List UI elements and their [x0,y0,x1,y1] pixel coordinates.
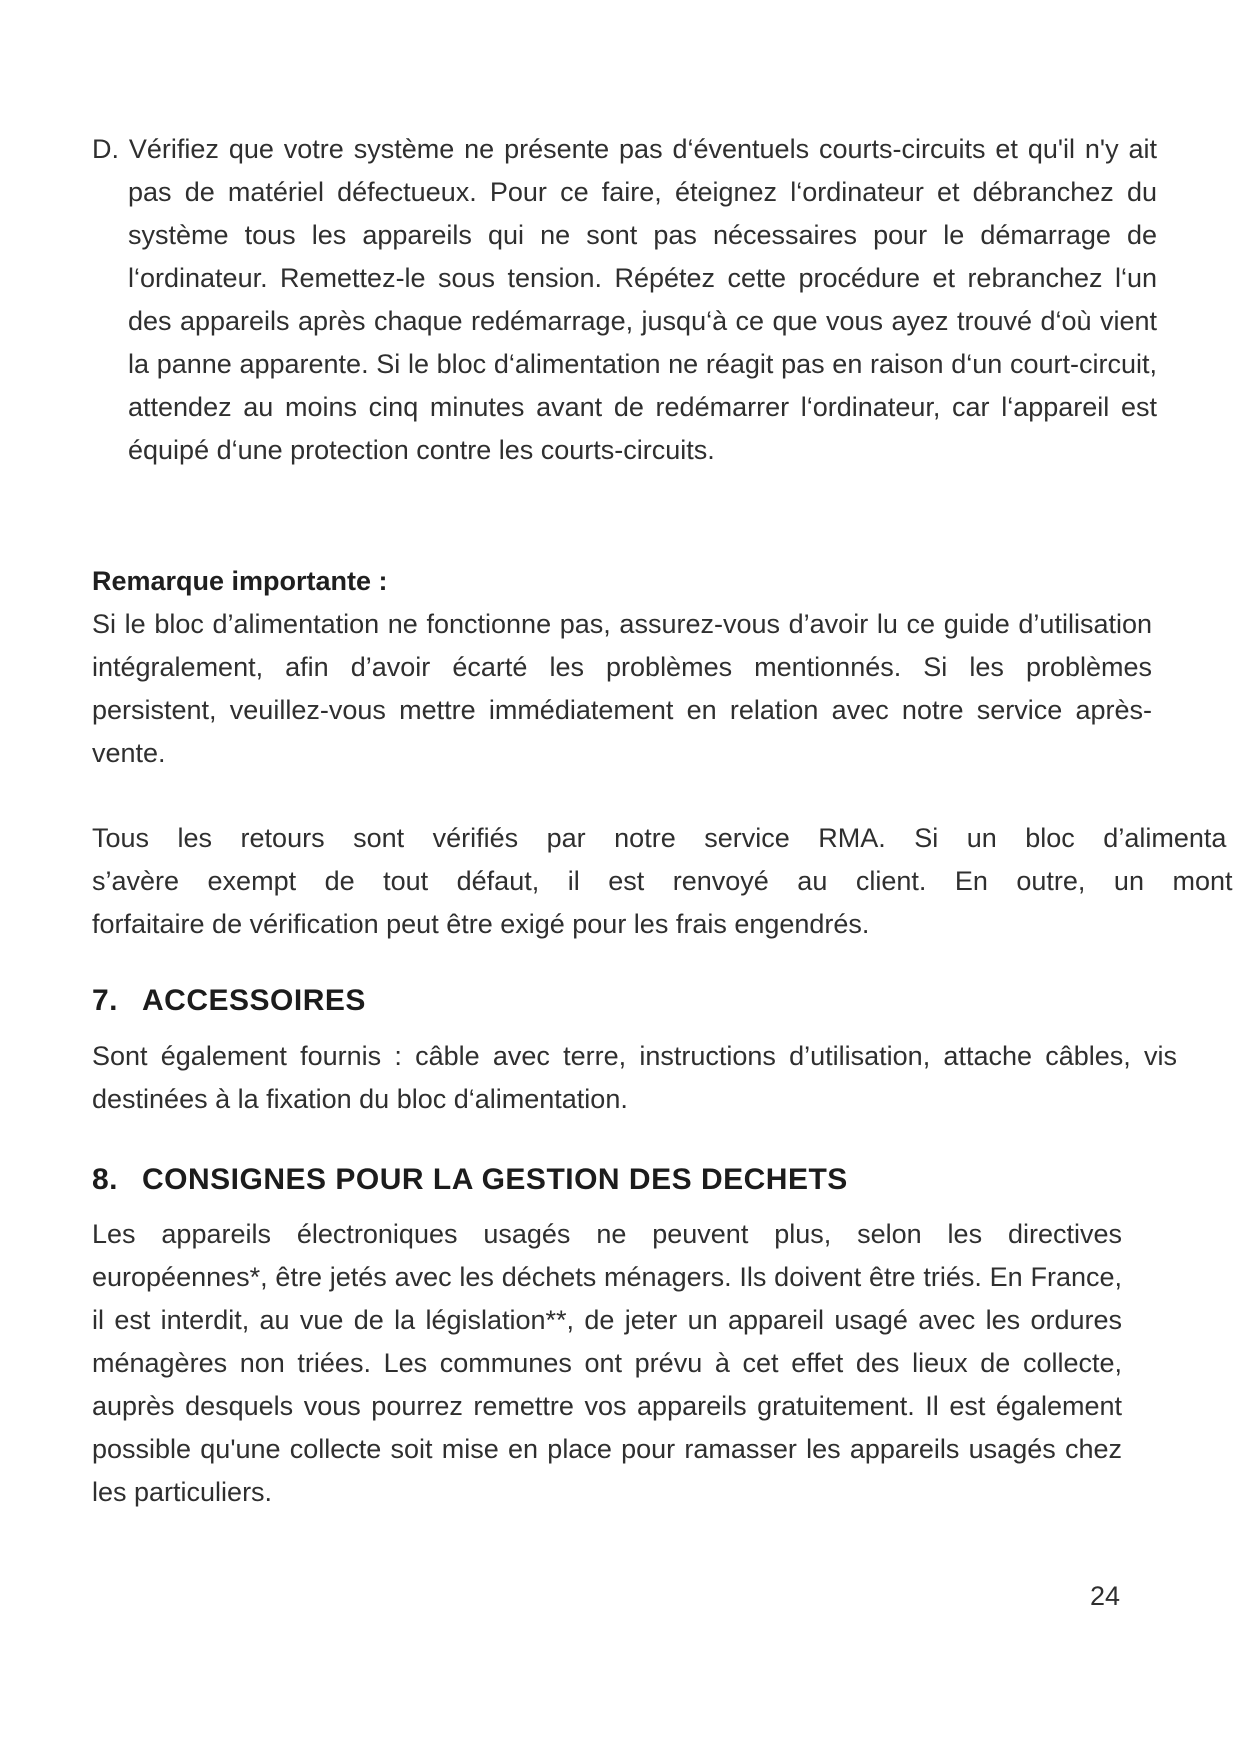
page-number: 24 [1090,1581,1121,1611]
waste-management-body: Les appareils électroniques usagés ne peuvent plus, selon les directives européennes*, être jetés avec les déchets ménagers. Ils doivent être triés. En France, il est interdit, au vue de la législation**, de jeter un appareil usagé avec les ordures ménagères non triées. Les communes ont prévu à cet effet des lieux de collecte, auprès desquels vous pourrez remettre vos appareils gratuitement. Il est également possible qu'une collecte soit mise en place pour ramasser les appareils usagés chez les particuliers. [92,1219,1122,1507]
rma-paragraph [92,817,1241,946]
section-number: 8. [92,1163,119,1196]
section-heading-accessories [92,981,366,1021]
rma-line-3: forfaitaire de vérification peut être exigé pour les frais engendrés. [92,909,870,939]
section-heading-waste [92,1160,848,1200]
rma-line-1: Tous les retours sont vérifiés par notre service RMA. Si un bloc d’alimenta [92,823,1227,853]
section-number: 7. [92,984,119,1017]
section-title: ACCESSOIRES [142,984,366,1017]
important-note-body: Si le bloc d’alimentation ne fonctionne pas, assurez-vous d’avoir lu ce guide d’utilisation intégralement, afin d’avoir écarté les problèmes mentionnés. Si les problèmes persistent, veuillez-vous mettre immédiatement en relation avec notre service après-vente. [92,609,1152,768]
important-note-title: Remarque importante : [92,566,388,596]
accessories-body: Sont également fournis : câble avec terre, instructions d’utilisation, attache câbles, vis destinées à la fixation du bloc d‘alimentation. [92,1041,1177,1114]
troubleshooting-step-d: D. Vérifiez que votre système ne présente pas d‘éventuels courts-circuits et qu'il n'y ait pas de matériel défectueux. Pour ce faire, éteignez l‘ordinateur et débranchez du système tous les appareils qui ne sont pas nécessaires pour le démarrage de l‘ordinateur. Remettez-le sous tension. Répétez cette procédure et rebranchez l‘un des appareils après chaque redémarrage, jusqu‘à ce que vous ayez trouvé d‘où vient la panne apparente. Si le bloc d‘alimentation ne réagit pas en raison d‘un court-circuit, attendez au moins cinq minutes avant de redémarrer l‘ordinateur, car l‘appareil est équipé d‘une protection contre les courts-circuits. [92,134,1157,465]
section-title: CONSIGNES POUR LA GESTION DES DECHETS [142,1163,848,1196]
rma-line-2: s’avère exempt de tout défaut, il est renvoyé au client. En outre, un mont [92,866,1233,896]
